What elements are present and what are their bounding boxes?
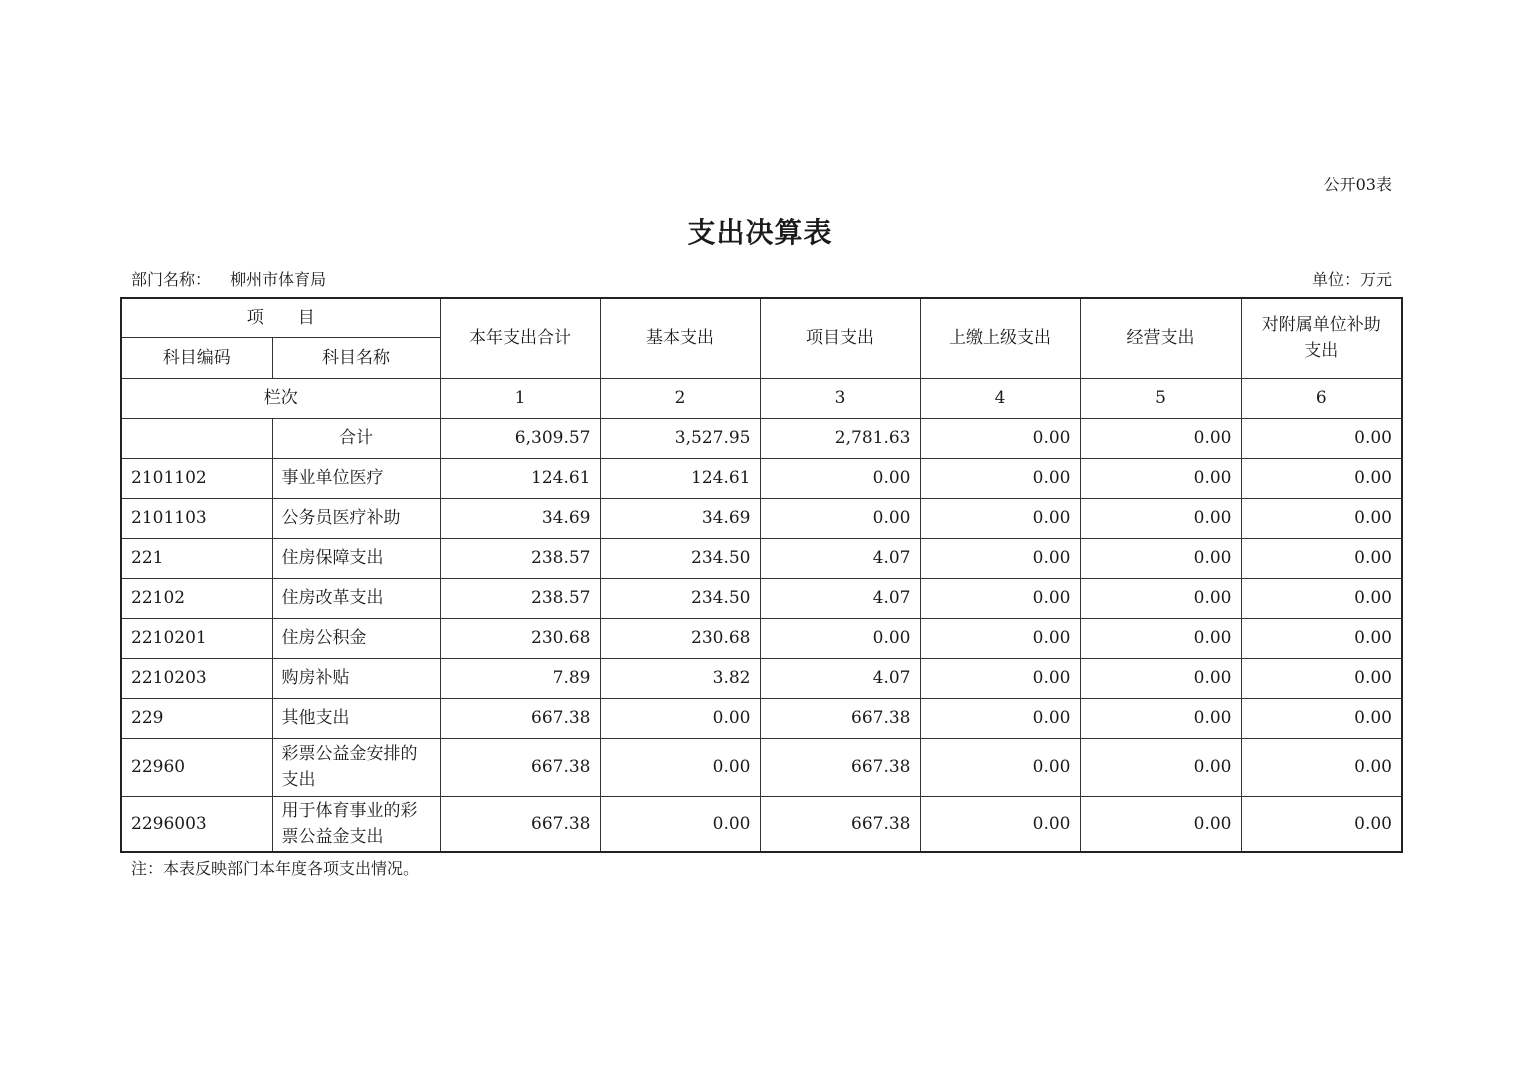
- row-name: 事业单位医疗: [272, 458, 440, 498]
- row-value: 0.00: [1241, 458, 1402, 498]
- column-number: 4: [920, 378, 1080, 418]
- row-value: 0.00: [1241, 658, 1402, 698]
- row-code: 22960: [121, 738, 272, 796]
- row-value: 0.00: [920, 538, 1080, 578]
- row-value: 0.00: [600, 796, 760, 852]
- row-value: 0.00: [1080, 658, 1241, 698]
- row-name: 彩票公益金安排的支出: [272, 738, 440, 796]
- row-value: 667.38: [760, 698, 920, 738]
- row-value: 0.00: [920, 498, 1080, 538]
- table-row: [121, 538, 1402, 578]
- form-number: 公开03表: [1323, 175, 1392, 194]
- row-code: 2296003: [121, 796, 272, 852]
- row-value: 0.00: [760, 498, 920, 538]
- row-value: 4.07: [760, 578, 920, 618]
- row-value: 0.00: [1080, 698, 1241, 738]
- row-value: 667.38: [760, 738, 920, 796]
- row-code: 22102: [121, 578, 272, 618]
- header-project: 项目支出: [760, 298, 920, 378]
- column-number: 5: [1080, 378, 1241, 418]
- row-value: 0.00: [600, 698, 760, 738]
- row-value: 0.00: [1080, 796, 1241, 852]
- row-name: 住房改革支出: [272, 578, 440, 618]
- total-row: [121, 418, 1402, 458]
- table-row: [121, 618, 1402, 658]
- row-value: 0.00: [1241, 498, 1402, 538]
- column-number: 3: [760, 378, 920, 418]
- row-value: 0.00: [760, 458, 920, 498]
- table-row: [121, 458, 1402, 498]
- row-code: 2101103: [121, 498, 272, 538]
- row-value: 667.38: [440, 698, 600, 738]
- expense-table: [120, 297, 1403, 853]
- row-name: 住房保障支出: [272, 538, 440, 578]
- row-name: 购房补贴: [272, 658, 440, 698]
- department-name: 柳州市体育局: [230, 270, 327, 289]
- row-value: 0.00: [1080, 458, 1241, 498]
- row-value: 124.61: [600, 458, 760, 498]
- row-value: 34.69: [600, 498, 760, 538]
- row-value: 0.00: [1241, 698, 1402, 738]
- row-code: 229: [121, 698, 272, 738]
- row-value: 124.61: [440, 458, 600, 498]
- department-label: 部门名称：: [131, 270, 212, 289]
- row-name: 其他支出: [272, 698, 440, 738]
- total-value: 0.00: [920, 418, 1080, 458]
- table-row: [121, 498, 1402, 538]
- row-value: 0.00: [1080, 738, 1241, 796]
- row-code: 2101102: [121, 458, 272, 498]
- row-value: 0.00: [1080, 618, 1241, 658]
- row-value: 0.00: [600, 738, 760, 796]
- row-name: 公务员医疗补助: [272, 498, 440, 538]
- row-value: 0.00: [920, 578, 1080, 618]
- row-value: 0.00: [1241, 578, 1402, 618]
- row-name: 用于体育事业的彩票公益金支出: [272, 796, 440, 852]
- footnote: 注：本表反映部门本年度各项支出情况。: [131, 859, 420, 878]
- column-number: 2: [600, 378, 760, 418]
- row-value: 4.07: [760, 538, 920, 578]
- department: [131, 267, 326, 290]
- table-row: [121, 698, 1402, 738]
- row-value: 0.00: [920, 458, 1080, 498]
- column-number: 1: [440, 378, 600, 418]
- row-value: 667.38: [440, 738, 600, 796]
- row-value: 0.00: [1241, 738, 1402, 796]
- row-code: 221: [121, 538, 272, 578]
- column-number-row: [121, 378, 1402, 418]
- row-value: 34.69: [440, 498, 600, 538]
- row-value: 0.00: [1241, 618, 1402, 658]
- row-value: 230.68: [440, 618, 600, 658]
- header-upper: 上缴上级支出: [920, 298, 1080, 378]
- total-label: 合计: [272, 418, 440, 458]
- row-value: 0.00: [920, 618, 1080, 658]
- row-value: 0.00: [1080, 578, 1241, 618]
- total-value: 3,527.95: [600, 418, 760, 458]
- row-value: 0.00: [1080, 498, 1241, 538]
- column-number-label: 栏次: [121, 378, 440, 418]
- unit-label: 单位：万元: [1311, 270, 1392, 289]
- header-subsidy: 对附属单位补助支出: [1241, 298, 1402, 378]
- row-name: 住房公积金: [272, 618, 440, 658]
- row-value: 238.57: [440, 578, 600, 618]
- header-basic: 基本支出: [600, 298, 760, 378]
- row-value: 234.50: [600, 578, 760, 618]
- header-operation: 经营支出: [1080, 298, 1241, 378]
- header-code: 科目编码: [121, 337, 272, 378]
- row-value: 230.68: [600, 618, 760, 658]
- total-value: 2,781.63: [760, 418, 920, 458]
- row-value: 238.57: [440, 538, 600, 578]
- row-code: 2210201: [121, 618, 272, 658]
- row-value: 0.00: [920, 738, 1080, 796]
- row-value: 667.38: [440, 796, 600, 852]
- total-code: [121, 418, 272, 458]
- row-value: 0.00: [1241, 538, 1402, 578]
- row-code: 2210203: [121, 658, 272, 698]
- header-total: 本年支出合计: [440, 298, 600, 378]
- header-name: 科目名称: [272, 337, 440, 378]
- row-value: 0.00: [920, 796, 1080, 852]
- header-item: 项 目: [121, 298, 440, 337]
- row-value: 0.00: [760, 618, 920, 658]
- row-value: 4.07: [760, 658, 920, 698]
- row-value: 0.00: [1241, 796, 1402, 852]
- total-value: 0.00: [1080, 418, 1241, 458]
- row-value: 0.00: [920, 698, 1080, 738]
- row-value: 234.50: [600, 538, 760, 578]
- row-value: 7.89: [440, 658, 600, 698]
- row-value: 0.00: [920, 658, 1080, 698]
- total-value: 0.00: [1241, 418, 1402, 458]
- table-row: [121, 578, 1402, 618]
- row-value: 3.82: [600, 658, 760, 698]
- table-row: [121, 658, 1402, 698]
- table-row: [121, 796, 1402, 852]
- column-number: 6: [1241, 378, 1402, 418]
- table-row: [121, 738, 1402, 796]
- page-title: 支出决算表: [687, 216, 833, 249]
- row-value: 0.00: [1080, 538, 1241, 578]
- row-value: 667.38: [760, 796, 920, 852]
- total-value: 6,309.57: [440, 418, 600, 458]
- header-row-1: [121, 298, 1402, 337]
